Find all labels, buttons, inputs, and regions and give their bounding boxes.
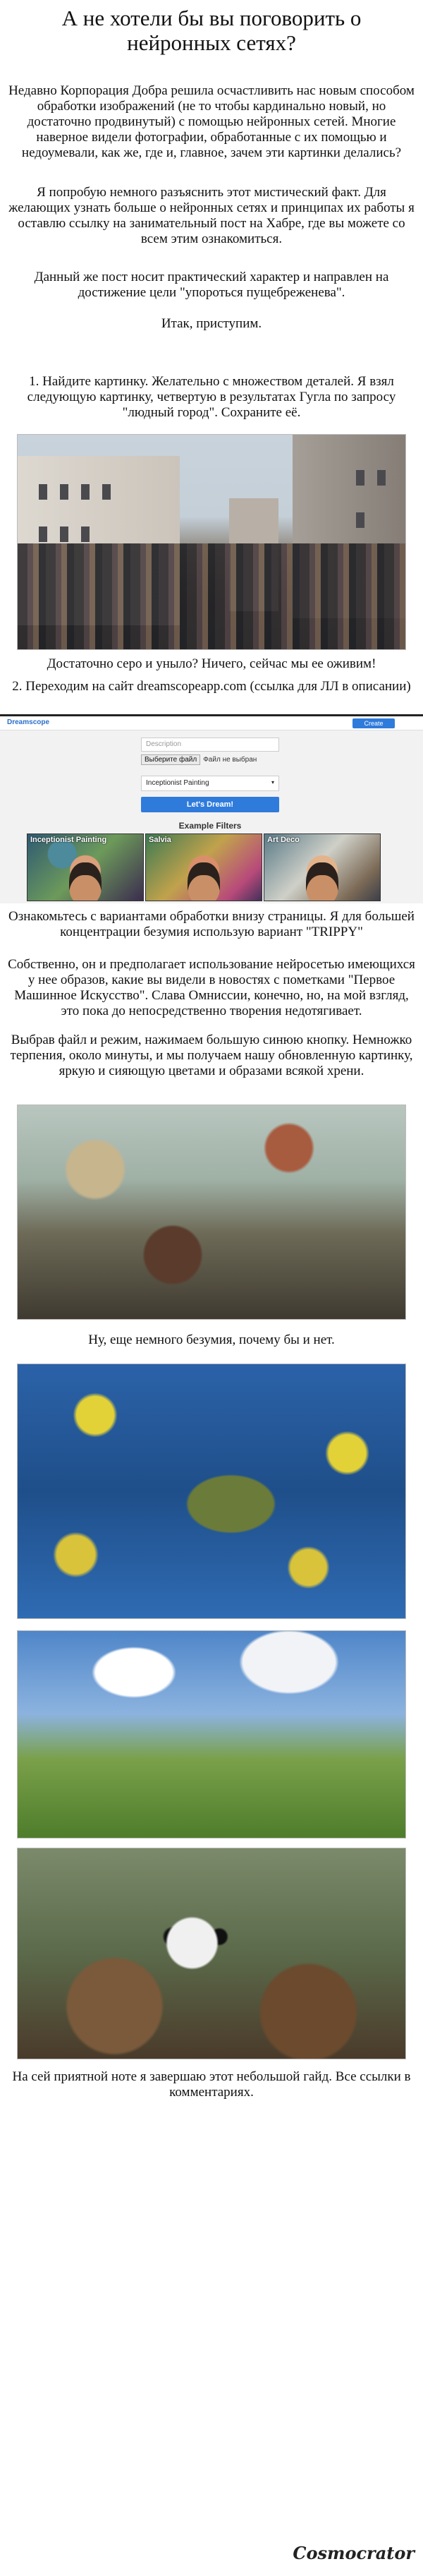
filter-card-salvia[interactable] (145, 833, 262, 901)
intro-paragraph-2: Я попробую немного разъяснить этот мистический факт. Для желающих узнать больше о нейронных сетях и принципах их работы я оставлю ссылку на занимательный пост на Хабре, где вы можете со всем этим ознакомиться. (8, 185, 415, 246)
lets-dream-button[interactable]: Let's Dream! (141, 797, 279, 812)
dreamscope-logo[interactable]: Dreamscope (7, 718, 50, 726)
outro-text: На сей приятной ноте я завершаю этот небольшой гайд. Все ссылки в комментариях. (12, 2069, 411, 2100)
filter-card-inceptionist[interactable] (27, 833, 144, 901)
dreamscope-header (0, 716, 423, 730)
dreamscope-screenshot (0, 714, 423, 903)
trippy-turtle-photo (17, 1364, 406, 1619)
crowded-street-photo (17, 434, 406, 650)
create-button[interactable]: Create (352, 718, 395, 728)
page-title: А не хотели бы вы поговорить о нейронных сетях? (61, 6, 362, 55)
filter-label: Salvia (149, 836, 171, 844)
trippy-explanation: Собственно, он и предполагает использование нейросетью имеющихся у нее образов, какие вы видели в новостях с пометками "Первое Машинное Искусство". Слава Омниссии, конечно, но, на мой взгляд, это пока до непосредственно творения недотягивает. (8, 957, 415, 1018)
example-filters-title: Example Filters (178, 821, 242, 831)
trippy-panda-photo (17, 1848, 406, 2059)
caption-2: Ну, еще немного безумия, почему бы и нет. (88, 1332, 335, 1347)
trippy-meadow-photo (17, 1630, 406, 1838)
chevron-down-icon: ▾ (271, 779, 274, 786)
trippy-street-photo (17, 1105, 406, 1320)
step-1-text: 1. Найдите картинку. Желательно с множеством деталей. Я взял следующую картинку, четвертую в результатах Гугла по запросу "людный город". Сохраните её. (27, 374, 396, 420)
filter-label: Inceptionist Painting (30, 836, 107, 844)
file-picker[interactable] (141, 756, 279, 764)
filter-label: Art Deco (267, 836, 300, 844)
intro-paragraph-1: Недавно Корпорация Добра решила осчастливить нас новым способом обработки изображений (не то чтобы кардинально новый, но достаточно продвинутый) с помощью нейронных сетей. Многие наверное видели фотографии, обработанные с их помощью и недоумевали, как же, где и, главное, зачем эти картинки делались? (8, 83, 415, 160)
result-description: Выбрав файл и режим, нажимаем большую синюю кнопку. Немножко терпения, около минуты, и мы получаем нашу обновленную картинку, яркую и сияющую цветами и образами всякой хрени. (10, 1033, 413, 1078)
intro-paragraph-4: Итак, приступим. (161, 316, 262, 331)
filter-select[interactable] (141, 776, 279, 791)
step-2-text: 2. Переходим на сайт dreamscopeapp.com (ссылка для ЛЛ в описании) (12, 679, 411, 694)
file-status: Файл не выбран (203, 756, 257, 764)
filter-select-value: Inceptionist Painting (146, 779, 209, 787)
filters-note: Ознакомьтесь с вариантами обработки внизу страницы. Я для большей концентрации безумия использую вариант "TRIPPY" (8, 909, 415, 939)
caption-1: Достаточно серо и уныло? Ничего, сейчас мы ее оживим! (47, 656, 376, 671)
filter-card-art-deco[interactable] (264, 833, 381, 901)
cosmocrator-logo: Cosmocrator (293, 2543, 415, 2563)
choose-file-button[interactable]: Выберите файл (141, 754, 200, 765)
intro-paragraph-3: Данный же пост носит практический характер и направлен на достижение цели "упороться пущебреженева". (34, 270, 389, 300)
description-input[interactable]: Description (141, 738, 279, 752)
